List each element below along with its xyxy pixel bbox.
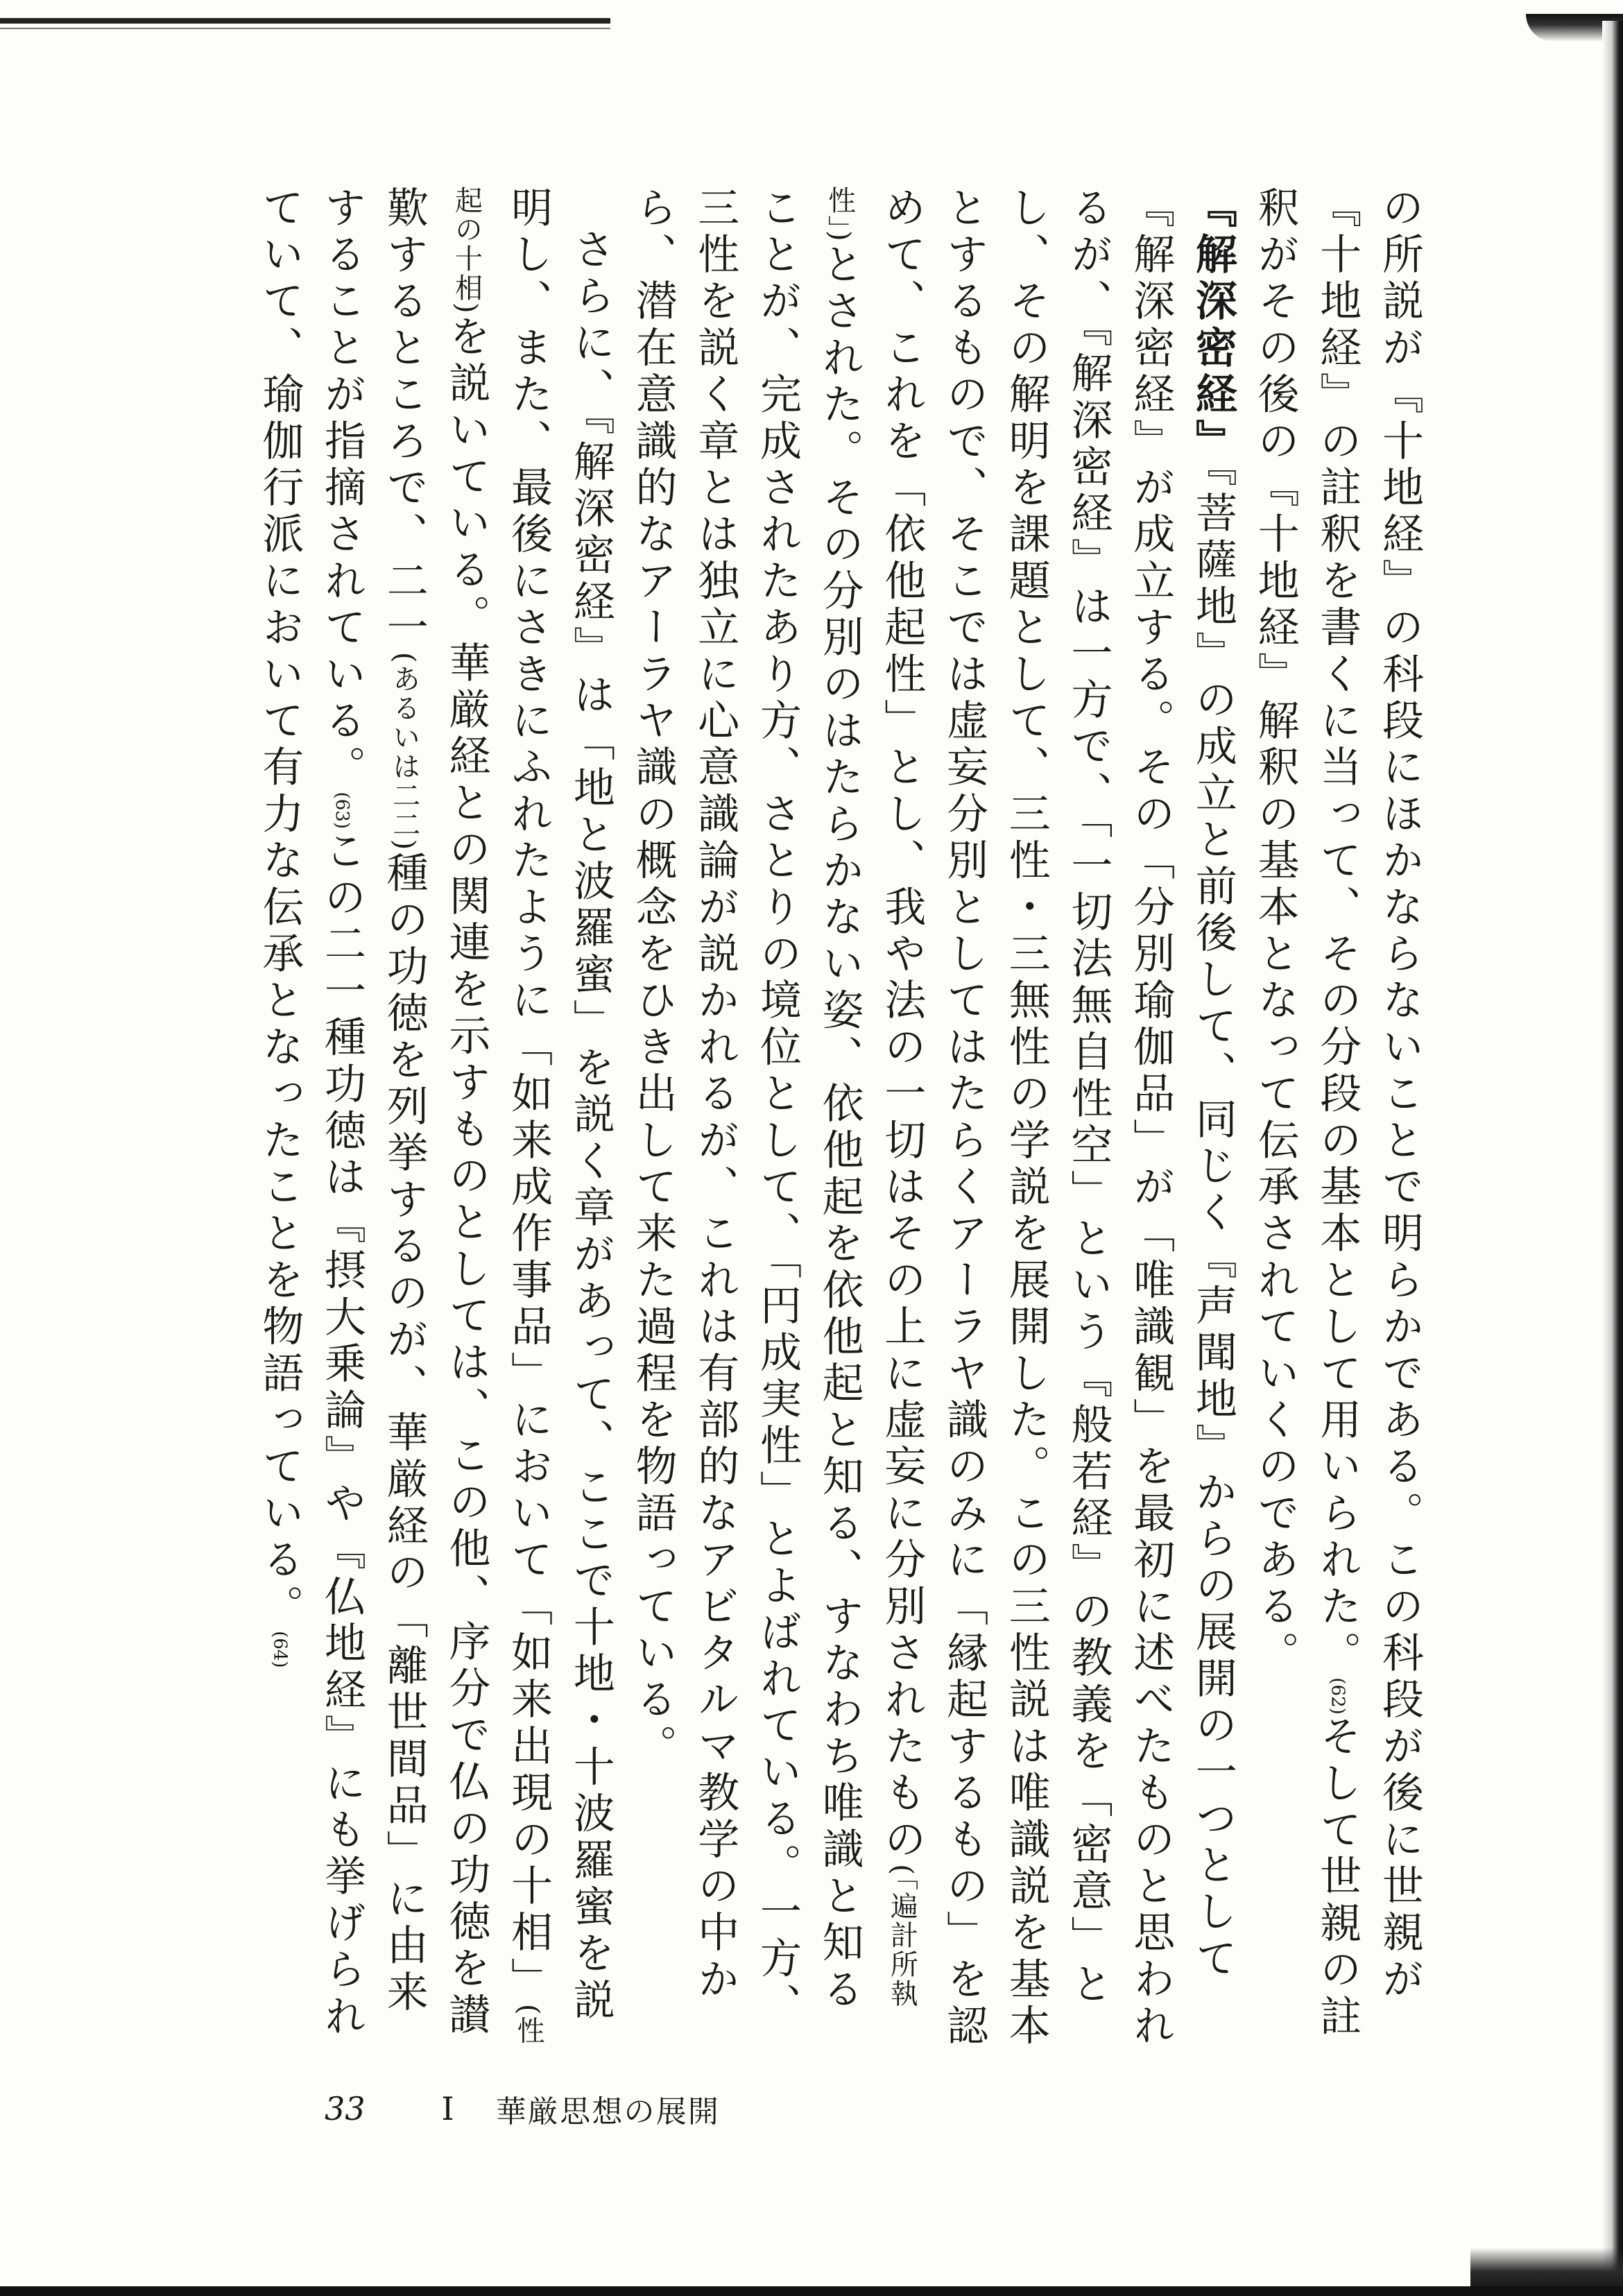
paragraph-1 xyxy=(1244,186,1430,2052)
paragraph-3 xyxy=(248,186,621,2052)
footnote-ref-64: (64) xyxy=(269,1631,291,1668)
footnote-ref-63: (63) xyxy=(332,791,353,829)
paragraph-3-text-c: 種の功徳を列挙するのが、華厳経の「離世間品」に由来することが指摘されている。 xyxy=(318,186,429,2017)
paragraph-2-text-a: 『菩薩地』の成立と前後して、同じく『声聞地』からの展開の一つとして『解深密経』が成立する。その「分別瑜伽品」が「唯識観」を最初に述べたものと思われるが、『解深密経』は一方で、「一切法無自性空」という『般若経』の教義を「密意」とし、その解明を課題として、三性・三無性の学説を展開した。この三性説は唯識説を基本とするもので、そこでは虚妄分別としてはたらくアーラヤ識のみに「縁起するもの」を認めて、これを「依他起性」とし、我 xyxy=(877,186,1237,2050)
scan-bottom-edge xyxy=(0,2286,1623,2296)
paragraph-2 xyxy=(621,186,1244,2052)
scan-right-edge-shadow xyxy=(1602,21,1623,2296)
paragraph-2-text-b: や法の一切はその上に虚妄に分別されたもの xyxy=(877,932,927,1865)
paragraph-3-text-a: さらに、『解深密経』は「地と波羅蜜」を説く章があって、ここで十地・十波羅蜜を説明し、また、最後にさきにふれたように「如来成作事品」において「如来出現の十相」 xyxy=(504,186,615,2025)
paragraph-2-parenthetical: (「遍計所執性」) xyxy=(823,186,918,2008)
page-number: 33 xyxy=(325,2090,366,2127)
paragraph-3-parenthetical-b: (あるいは二二) xyxy=(388,652,420,852)
page-footer xyxy=(325,2088,720,2130)
scan-top-rule xyxy=(0,18,610,24)
section-title-gejinmikkyo: 『解深密経』 xyxy=(1188,186,1237,466)
paragraph-3-text-d: この二一種功徳は『摂大乗論』や『仏地経』にも挙げられていて、瑜伽行派において有力な伝承となったことを物語っている。 xyxy=(255,186,367,2041)
paragraph-1-text-b: そして世親の註釈がその後の『十地経』解釈の基本となって伝承されていくのである。 xyxy=(1251,186,1362,2041)
paragraph-3-parenthetical-a: (性起の十相) xyxy=(450,186,545,2046)
running-chapter-title: 華厳思想の展開 xyxy=(495,2094,721,2130)
scan-top-rule-thin xyxy=(0,28,610,29)
vertical-text-body xyxy=(248,186,1430,2052)
footnote-ref-62: (62) xyxy=(1327,1677,1348,1715)
part-label: I xyxy=(441,2090,454,2127)
paragraph-2-text-c: とされた。その分別のはたらかない姿、依他起を依他起と知る、すなわち唯識と知ることが、完成されたあり方、さとりの境位として、「円成実性」とよばれている。一方、三性を説く章とは独立に心意識論が説かれるが、これは有部的なアビタルマ教学の中から、潜在意識的なアーラヤ識の概念をひき出して来た過程を物語っている。 xyxy=(628,186,864,2030)
paragraph-3-text-b: を説いている。華厳経との関連を示すものとしては、この他、序分で仏の功徳を讃歎するところで、二一 xyxy=(379,186,491,2040)
paragraph-1-text-a: の所説が『十地経』の科段にほかならないことで明らかである。この科段が後に世親が『十地経』の註釈を書くに当って、その分段の基本として用いられた。 xyxy=(1313,186,1424,2004)
